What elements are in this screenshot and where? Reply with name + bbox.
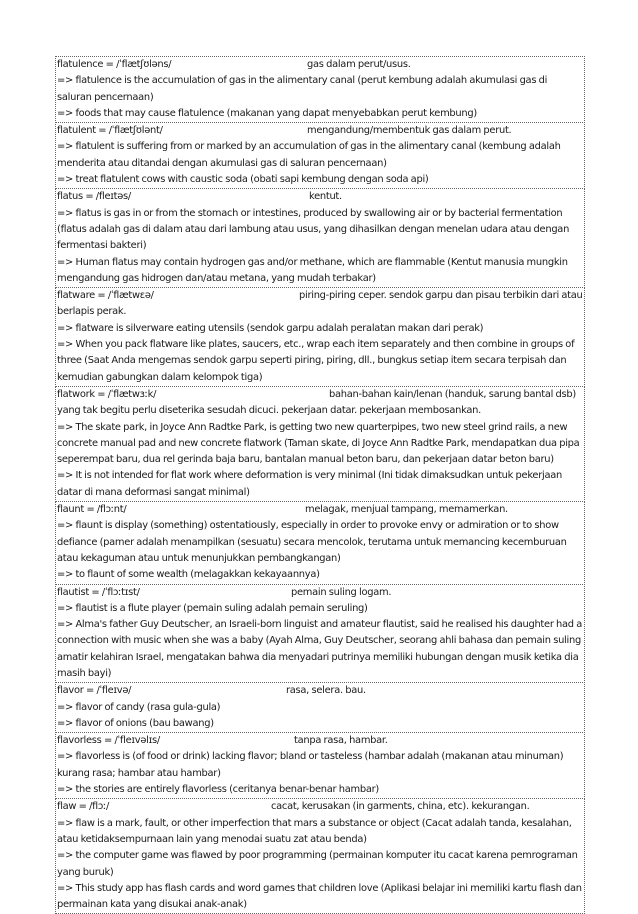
entry-line: => treat flatulent cows with caustic soda (obati sapi kembung dengan soda api) xyxy=(57,174,429,186)
entry-term: flaw = /flɔː/ xyxy=(57,801,110,813)
entry-line: => This study app has flash cards and word games that children love (Aplikasi belajar ini memiliki kartu flash dan permainan kata yang disukai anak-anak) xyxy=(57,882,582,911)
entry-meaning: bahan-bahan kain/lenan (handuk, sarung bantal dsb) yang tak begitu perlu diseterika sesudah dicuci. pekerjaan datar. pekerjaan membosankan. xyxy=(57,388,576,417)
entry-flatulence xyxy=(55,56,585,123)
entry-term: flatus = /fleɪtəs/ xyxy=(57,191,131,203)
entry-line: => flatware is silverware eating utensils (sendok garpu adalah peralatan makan dari perak) xyxy=(57,322,484,334)
entry-line: => flatulent is suffering from or marked by an accumulation of gas in the alimentary canal (kembung adalah menderita atau ditandai dengan akumulasi gas di saluran pencernaan) xyxy=(57,141,561,169)
entry-flavorless xyxy=(55,732,585,799)
entry-line: => The skate park, in Joyce Ann Radtke Park, is getting two new quarterpipes, two new steel grind rails, a new concrete manual pad and new concrete flatwork (Taman skate, di Joyce Ann Radtke Park, mendapatkan dua pipa seperempat baru, dua rel gerinda baja baru, bantalan manual beton baru, dan pekerjaan datar beton baru) xyxy=(57,421,580,466)
entry-line: => flavorless is (of food or drink) lacking flavor; bland or tasteless (hambar adalah (makanan atau minuman) kurang rasa; hambar atau hambar) xyxy=(57,751,564,779)
entry-flaw xyxy=(55,798,585,914)
entry-line: => flaunt is display (something) ostentatiously, especially in order to provoke envy or admiration or to show defiance (pamer adalah menampilkan (sesuatu) secara mencolok, terutama untuk memancing kecemburuan atau kekaguman atau untuk menunjukkan pembangkangan) xyxy=(57,520,567,564)
entry-line: => the computer game was flawed by poor programming (permainan komputer itu cacat karena pemrograman yang buruk) xyxy=(57,850,578,878)
entry-head xyxy=(57,799,583,815)
entry-term: flatulence = /ˈflætʃʊləns/ xyxy=(57,59,172,70)
entry-meaning: melagak, menjual tampang, memamerkan. xyxy=(305,504,508,516)
entry-line: => flavor of candy (rasa gula-gula) xyxy=(57,701,221,713)
entry-flatus xyxy=(55,188,585,288)
entry-term: flautist = /ˈflɔːtɪst/ xyxy=(57,586,140,598)
entry-line: => to flaunt of some wealth (melagakkan kekayaannya) xyxy=(57,569,320,581)
entry-meaning: pemain suling logam. xyxy=(291,586,392,598)
entry-line: => Human flatus may contain hydrogen gas and/or methane, which are flammable (Kentut manusia mungkin mengandung gas hidrogen dan/atau metana, yang mudah terbakar) xyxy=(57,256,568,284)
entry-line: => flatulence is the accumulation of gas in the alimentary canal (perut kembung adalah akumulasi gas di saluran pencernaan) xyxy=(57,75,548,103)
entry-line: => Alma's father Guy Deutscher, an Israeli-born linguist and amateur flautist, said he realised his daughter had a connection with music when she was a baby (Ayah Alma, Guy Deutscher, seorang ahli bahasa dan pemain suling amatir kelahiran Israel, mengatakan bahwa dia menyadari putrinya memiliki hubungan dengan musik ketika dia masih bayi) xyxy=(57,619,583,679)
entry-meaning: kentut. xyxy=(309,191,342,203)
entry-term: flaunt = /flɔːnt/ xyxy=(57,504,127,516)
entry-head xyxy=(57,123,583,139)
entry-meaning: cacat, kerusakan (in garments, china, etc). kekurangan. xyxy=(271,801,530,813)
entry-meaning: gas dalam perut/usus. xyxy=(307,59,411,70)
entry-flatware xyxy=(55,287,585,387)
entry-line: => flautist is a flute player (pemain suling adalah pemain seruling) xyxy=(57,602,368,614)
dictionary-page xyxy=(55,57,585,914)
entry-line: => When you pack flatware like plates, saucers, etc., wrap each item separately and then combine in groups of three (Saat Anda mengemas sendok garpu seperti piring, piring, dll., bungkus setiap item secara terpisah dan kemudian gabungkan dalam kelompok tiga) xyxy=(57,339,575,383)
entry-head xyxy=(57,683,583,699)
entry-term: flavor = /ˈfleɪvə/ xyxy=(57,685,132,697)
entry-term: flatwork = /ˈflætwɜːk/ xyxy=(57,388,157,400)
entry-term: flavorless = /ˈfleɪvəlɪs/ xyxy=(57,735,160,747)
entry-head xyxy=(57,502,583,518)
entry-flautist xyxy=(55,584,585,684)
entry-flatulent xyxy=(55,122,585,189)
entry-head xyxy=(57,57,583,73)
entry-flavor xyxy=(55,682,585,733)
entry-meaning: piring-piring ceper. sendok garpu dan pisau terbikin dari atau berlapis perak. xyxy=(57,290,583,318)
entry-head xyxy=(57,189,583,205)
entry-meaning: rasa, selera. bau. xyxy=(286,685,366,697)
entry-line: => It is not intended for flat work where deformation is very minimal (Ini tidak dimaksudkan untuk pekerjaan datar di mana deformasi sangat minimal) xyxy=(57,470,562,498)
entry-line: => the stories are entirely flavorless (ceritanya benar-benar hambar) xyxy=(57,784,379,796)
entry-line: => flaw is a mark, fault, or other imperfection that mars a substance or object (Cacat adalah tanda, kesalahan, atau ketidaksempurnaan lain yang menodai suatu zat atau benda) xyxy=(57,817,572,845)
entry-meaning: tanpa rasa, hambar. xyxy=(294,735,388,747)
entry-flatwork xyxy=(55,386,585,502)
entry-flaunt xyxy=(55,501,585,584)
entry-term: flatulent = /ˈflætʃʊlənt/ xyxy=(57,125,163,137)
entry-head xyxy=(57,288,583,321)
entry-meaning: mengandung/membentuk gas dalam perut. xyxy=(307,125,512,137)
entry-head xyxy=(57,387,583,420)
entry-head xyxy=(57,733,583,749)
entry-line: => flatus is gas in or from the stomach or intestines, produced by swallowing air or by bacterial fermentation (flatus adalah gas di dalam atau dari lambung atau usus, yang dihasilkan dengan menelan udara atau dengan fermentasi bakteri) xyxy=(57,207,570,252)
entry-term: flatware = /ˈflætwɛə/ xyxy=(57,290,154,302)
entry-line: => flavor of onions (bau bawang) xyxy=(57,717,214,729)
entry-head xyxy=(57,585,583,601)
entry-line: => foods that may cause flatulence (makanan yang dapat menyebabkan perut kembung) xyxy=(57,107,477,119)
